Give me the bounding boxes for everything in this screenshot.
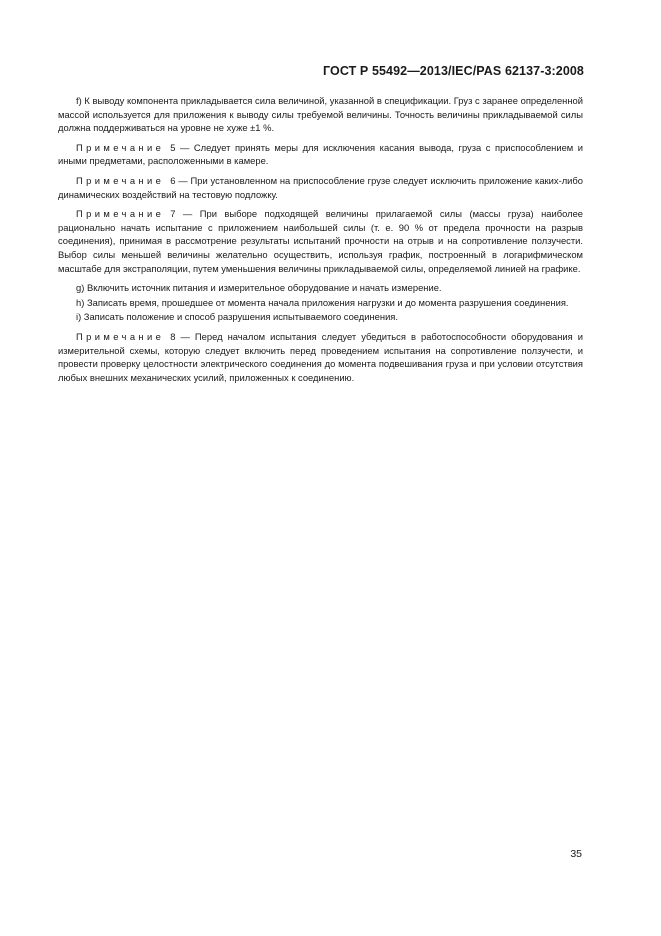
paragraph-g [58, 281, 583, 295]
paragraph-h-text: h) Записать время, прошедшее от момента начала приложения нагрузки и до момента разрушения соединения. [76, 296, 569, 308]
paragraph-f-text: f) К выводу компонента прикладывается сила величиной, указанной в спецификации. Груз с заранее определенной массой используется для приложения к выводу силы требуемой величины. Точность величины прикладываемой силы должна поддерживаться на уровне не хуже ±1 %. [58, 95, 583, 134]
note-8-label: Примечание [76, 330, 165, 342]
document-header: ГОСТ Р 55492—2013/IEC/PAS 62137-3:2008 [322, 64, 584, 78]
paragraph-i-text: i) Записать положение и способ разрушения испытываемого соединения. [76, 311, 398, 323]
note-5-label: Примечание [76, 141, 165, 153]
paragraph-f [58, 94, 583, 135]
note-7-text: 7 — При выборе подходящей величины прилагаемой силы (массы груза) наиболее рационально начать испытание с приложением наибольшей силы (т. е. 90 % от предела прочности на разрыв соединения), принимая в рассмотрение результаты испытаний прочности на отрыв и на сопротивление ползучести. Выбор силы меньшей величины желательно осуществить, используя график, построенный в логарифмическом масштабе для экстраполяции, путем уменьшения величины прикладываемой силы, определяемой линией на графике. [58, 208, 583, 274]
note-5-text: 5 — Следует принять меры для исключения касания вывода, груза с приспособлением и иными предметами, расположенными в камере. [58, 141, 583, 167]
paragraph-g-text: g) Включить источник питания и измерительное оборудование и начать измерение. [76, 282, 442, 294]
note-5 [58, 141, 583, 168]
note-8-text: 8 — Перед началом испытания следует убедиться в работоспособности оборудования и измерительной схемы, которую следует включить перед проведением испытания на сопротивление ползучести, и провести проверку целостности электрического соединения до момента подвешивания груза и при условии отсутствия любых внешних механических усилий, приложенных к соединению. [58, 330, 583, 383]
note-6-label: Примечание [76, 174, 165, 186]
note-8 [58, 330, 583, 384]
page-number: 35 [570, 848, 582, 860]
note-6 [58, 174, 583, 201]
paragraph-i [58, 310, 583, 324]
document-body [58, 94, 583, 390]
note-6-text: 6 — При установленном на приспособление грузе следует исключить приложение каких-либо динамических воздействий на тестовую подложку. [58, 174, 583, 200]
note-7-label: Примечание [76, 208, 165, 220]
note-7 [58, 207, 583, 275]
paragraph-h [58, 296, 583, 310]
